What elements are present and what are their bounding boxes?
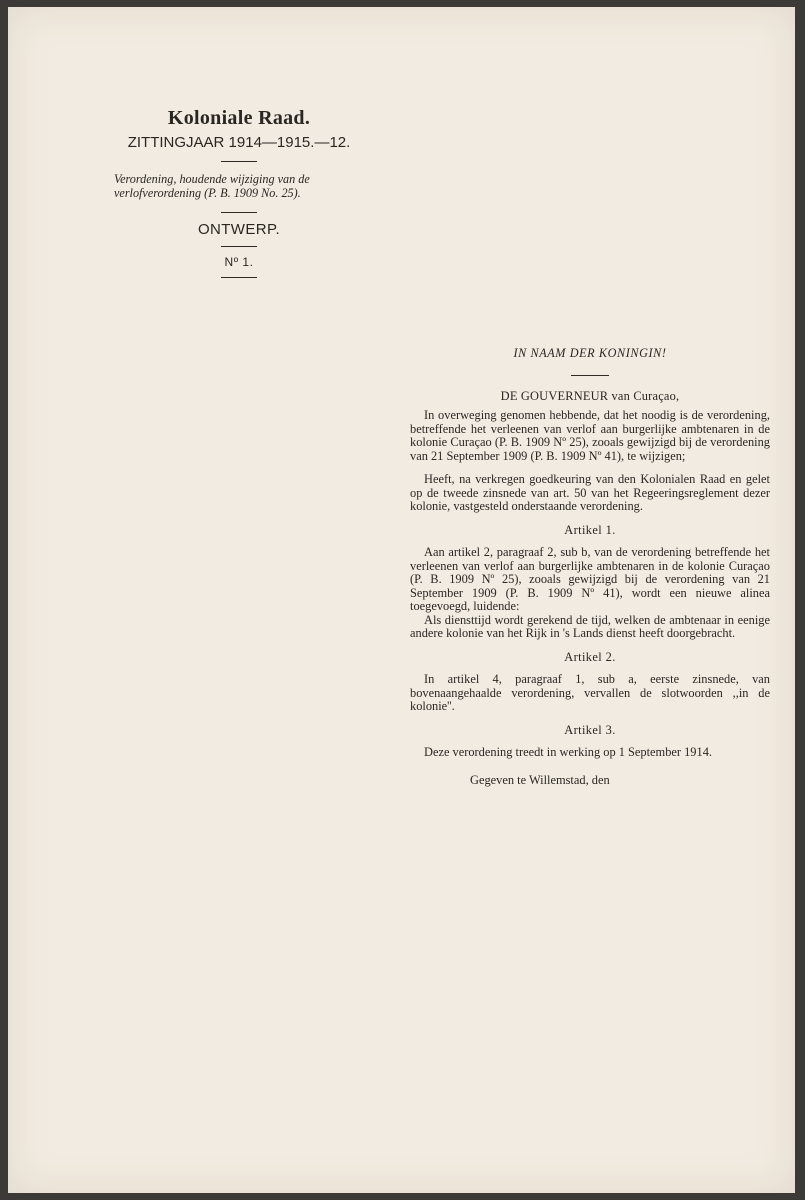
article-1-heading: Artikel 1.	[564, 522, 616, 537]
governor-line: DE GOUVERNEUR van Curaçao,	[500, 388, 680, 403]
session-year: ZITTINGJAAR 1914—1915.—12.	[127, 134, 351, 151]
council-title: Koloniale Raad.	[167, 107, 311, 129]
article-3-text: Deze verordening treedt in werking op 1 September 1914.	[424, 745, 712, 759]
approval-paragraph: Heeft, na verkregen goedkeuring van den Kolonialen Raad en gelet op de tweede zinsnede van art. 50 van het Regeeringsreglement dezer kolonie, vastgesteld onderstaande verordening.	[410, 472, 770, 513]
divider	[221, 246, 257, 247]
subject-line: Verordening, houdende wijziging van de verlofverordening (P. B. 1909 No. 25).	[114, 172, 310, 200]
divider	[221, 212, 257, 213]
divider	[221, 277, 257, 278]
article-3-heading: Artikel 3.	[564, 722, 616, 737]
draft-label: ONTWERP.	[197, 221, 281, 238]
closing-line: Gegeven te Willemstad, den	[470, 772, 610, 787]
document-header	[108, 107, 370, 278]
ordinance-body	[410, 347, 770, 801]
article-1-text: Aan artikel 2, paragraaf 2, sub b, van de verordening betreffende het verleenen van verlof aan burgerlijke ambtenaren in de kolonie Curaçao (P. B. 1909 Nº 25), zooals gewijzigd bij de verordening van 21 September 1909 (P. B. 1909 Nº 41), wordt een nieuwe alinea toegevoegd, luidende:	[410, 545, 770, 613]
divider	[221, 161, 257, 162]
article-1-quote: Als diensttijd wordt gerekend de tijd, welken de ambtenaar in eenige andere kolonie van het Rijk in 's Lands dienst heeft doorgebracht.	[410, 612, 770, 640]
royal-invocation: IN NAAM DER KONINGIN!	[513, 346, 667, 360]
article-2-heading: Artikel 2.	[564, 649, 616, 664]
divider	[571, 375, 609, 376]
draft-number: Nº 1.	[224, 255, 254, 269]
consideration-paragraph: In overweging genomen hebbende, dat het noodig is de verordening, betreffende het verleenen van verlof aan burgerlijke ambtenaren in de kolonie Curaçao (P. B. 1909 Nº 25), zooals gewijzigd bij de verordening van 21 September 1909 (P. B. 1909 Nº 41), te wijzigen;	[410, 408, 770, 463]
article-2-text: In artikel 4, paragraaf 1, sub a, eerste zinsnede, van bovenaangehaalde verordening, vervallen de slotwoorden ,,in de kolonie''.	[410, 672, 770, 713]
document-page	[8, 7, 795, 1193]
